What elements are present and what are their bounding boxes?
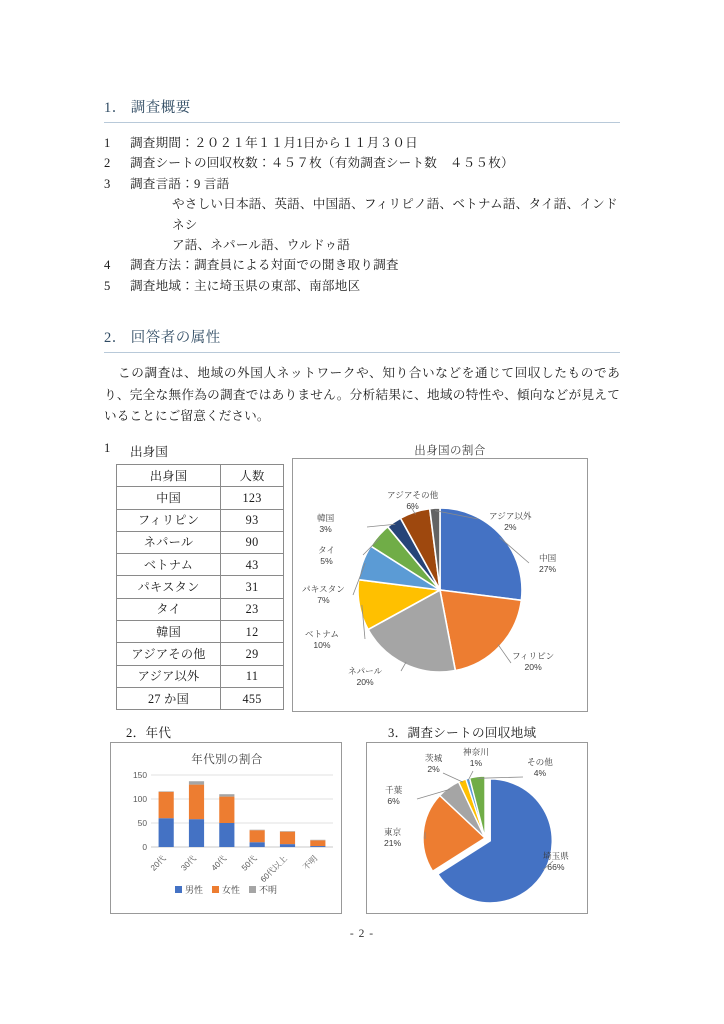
age-bar-chart <box>110 742 342 914</box>
bar-y-tick-labels <box>133 770 147 852</box>
pie-label-value: 7% <box>317 594 330 605</box>
table-cell-country: アジアその他 <box>117 643 221 665</box>
table-row <box>117 487 284 509</box>
svg-text:40代: 40代 <box>209 854 229 873</box>
pie-label-value: 20% <box>356 676 374 687</box>
pie-label-value: 20% <box>524 661 542 672</box>
section-2-paragraph <box>104 363 620 427</box>
pie-label-tokyo <box>384 827 401 848</box>
table-cell-count: 23 <box>221 598 284 620</box>
pie-label-name: フィリピン <box>512 651 555 661</box>
pie-label-other <box>527 757 553 778</box>
sub-heading-age-index: 2． <box>126 726 146 740</box>
table-header-cell: 出身国 <box>117 465 221 487</box>
table-cell-country: ネパール <box>117 531 221 553</box>
table-cell-count: 90 <box>221 531 284 553</box>
legend-item-unknown <box>249 883 277 896</box>
pie-label-value: 3% <box>319 523 332 534</box>
pie-label-pakistan <box>302 584 345 605</box>
bar-series-rects <box>159 781 326 847</box>
table-cell-country: 韓国 <box>117 621 221 643</box>
bar-x-tick-labels <box>148 853 319 884</box>
pie-label-name: ネパール <box>348 666 383 676</box>
svg-text:100: 100 <box>133 794 147 804</box>
table-header-row <box>117 465 284 487</box>
pie-label-name: ベトナム <box>305 629 339 639</box>
pie-label-value: 66% <box>547 861 565 872</box>
svg-text:不明: 不明 <box>301 854 320 873</box>
svg-text:50代: 50代 <box>239 854 259 873</box>
legend-label-female: 女性 <box>221 885 240 895</box>
sub-heading-region-label: 調査シートの回収地域 <box>407 726 537 740</box>
list-item <box>104 133 620 153</box>
pie-label-other-asia <box>387 490 438 511</box>
svg-text:0: 0 <box>142 842 147 852</box>
table-cell-count: 123 <box>221 487 284 509</box>
legend-item-female <box>212 883 240 896</box>
sub-heading-age <box>126 722 171 741</box>
pie-label-value: 10% <box>313 639 331 650</box>
languages-line-1: やさしい日本語、英語、中国語、フィリピノ語、ベトナム語、タイ語、インドネシ <box>172 197 618 232</box>
page-content <box>104 96 620 466</box>
pie-label-name: アジア以外 <box>489 511 532 521</box>
section-2-title: 回答者の属性 <box>130 330 221 347</box>
pie-label-name: 千葉 <box>385 785 403 795</box>
table-cell-count: 29 <box>221 643 284 665</box>
table-cell-country: 中国 <box>117 487 221 509</box>
section-1-title: 調査概要 <box>130 100 191 116</box>
pie-label-name: 韓国 <box>317 513 335 523</box>
pie-label-value: 21% <box>384 837 402 848</box>
table-cell-country: 27 か国 <box>117 687 221 709</box>
list-item-text: 調査シートの回収枚数：４５７枚（有効調査シート数 ４５５枚） <box>130 156 514 171</box>
pie-label-name: アジアその他 <box>387 490 439 500</box>
languages-line-2: ア語、ネパール語、ウルドゥ語 <box>172 237 351 252</box>
list-item <box>104 276 620 296</box>
pie-label-value: 5% <box>320 555 333 566</box>
table-cell-count: 43 <box>221 554 284 576</box>
pie-label-value: 6% <box>387 795 400 806</box>
list-item-text: 調査方法：調査員による対面での聞き取り調査 <box>130 258 399 273</box>
list-item-text: 調査言語：9 言語 <box>130 176 230 191</box>
list-item <box>104 255 620 275</box>
origin-pie-chart <box>292 458 588 712</box>
list-item-text: 調査期間：２０２１年１１月1日から１１月３０日 <box>130 136 418 150</box>
pie-label-outside-asia <box>489 511 532 532</box>
table-cell-count: 11 <box>221 665 284 687</box>
table-cell-count: 455 <box>221 687 284 709</box>
list-item-text: 調査地域：主に埼玉県の東部、南部地区 <box>130 278 361 293</box>
svg-text:20代: 20代 <box>148 854 168 873</box>
legend-swatch-female <box>212 886 219 893</box>
section-2-paragraph-text: この調査は、地域の外国人ネットワークや、知り合いなどを通じて回収したものであり、完全な無作為の調査ではありません。分析結果に、地域の特性や、傾向などが見えていることにご留意ください。 <box>104 366 620 423</box>
pie-label-thailand <box>318 545 335 566</box>
table-row <box>117 643 284 665</box>
pie-label-vietnam <box>305 629 339 650</box>
list-item-index: 5 <box>104 278 111 293</box>
pie-label-nepal <box>348 666 382 687</box>
table-cell-country: ベトナム <box>117 554 221 576</box>
list-item-index: 1 <box>104 136 111 150</box>
pie-label-china <box>539 553 556 574</box>
section-2-number: 2． <box>104 330 127 347</box>
pie-label-name: パキスタン <box>302 584 345 594</box>
svg-text:50: 50 <box>137 818 147 828</box>
pie-label-value: 27% <box>539 563 557 574</box>
section-1-number: 1． <box>104 100 127 116</box>
pie-label-saitama <box>543 851 569 872</box>
section-2-heading <box>104 326 620 353</box>
svg-text:60代以上: 60代以上 <box>258 854 289 885</box>
age-bar-title: 年代別の割合 <box>191 754 263 766</box>
table-cell-country: パキスタン <box>117 576 221 598</box>
legend-label-unknown: 不明 <box>259 885 278 895</box>
table-row <box>117 576 284 598</box>
table-row <box>117 621 284 643</box>
region-pie-slices <box>423 776 552 903</box>
table-cell-count: 93 <box>221 509 284 531</box>
age-bar-legend <box>111 883 341 896</box>
legend-swatch-unknown <box>249 886 256 893</box>
pie-label-value: 2% <box>504 521 517 532</box>
pie-label-name: 埼玉県 <box>543 851 569 861</box>
table-header-cell: 人数 <box>221 465 284 487</box>
pie-label-korea <box>317 513 334 534</box>
pie-label-name: 東京 <box>384 827 402 837</box>
bar-gridlines <box>151 775 333 847</box>
table-row-total <box>117 687 284 709</box>
table-row <box>117 554 284 576</box>
pie-label-value: 2% <box>427 763 440 774</box>
legend-label-male: 男性 <box>184 885 203 895</box>
sub-heading-origin-label: 出身国 <box>130 445 168 460</box>
legend-swatch-male <box>175 886 182 893</box>
table-cell-count: 31 <box>221 576 284 598</box>
table-row <box>117 598 284 620</box>
pie-label-value: 6% <box>406 500 419 511</box>
origin-pie-slices <box>358 508 522 672</box>
sub-heading-origin-index: 1 <box>104 441 111 456</box>
pie-label-ibaraki <box>425 753 442 774</box>
table-cell-count: 12 <box>221 621 284 643</box>
list-item-index: 2 <box>104 156 111 171</box>
pie-label-value: 1% <box>469 757 483 768</box>
page-footer: - 2 - <box>349 928 375 940</box>
table-row <box>117 665 284 687</box>
pie-label-kanagawa <box>463 747 489 768</box>
table-cell-country: フィリピン <box>117 509 221 531</box>
origin-country-table-body <box>117 465 284 710</box>
pie-label-name: タイ <box>318 545 336 555</box>
table-cell-country: アジア以外 <box>117 665 221 687</box>
list-item-index: 4 <box>104 258 111 273</box>
pie-label-philippines <box>512 651 554 672</box>
pie-label-value: 4% <box>533 767 547 778</box>
section-1-list <box>104 133 620 296</box>
list-item-index: 3 <box>104 176 111 191</box>
list-item <box>104 153 620 173</box>
origin-pie-title: 出身国の割合 <box>414 445 486 457</box>
section-1-heading <box>104 96 620 123</box>
sub-heading-age-label: 年代 <box>145 726 172 740</box>
legend-item-male <box>175 883 203 896</box>
pie-label-name: 中国 <box>539 553 557 563</box>
pie-label-name: その他 <box>527 757 553 767</box>
pie-label-chiba <box>385 785 402 806</box>
pie-label-name: 神奈川 <box>463 747 489 757</box>
region-pie-chart <box>366 742 588 914</box>
origin-country-table <box>116 464 284 710</box>
table-row <box>117 509 284 531</box>
svg-text:30代: 30代 <box>179 854 198 873</box>
sub-heading-region-index: 3． <box>388 726 408 740</box>
list-item <box>104 174 620 194</box>
table-row <box>117 531 284 553</box>
table-cell-country: タイ <box>117 598 221 620</box>
svg-text:150: 150 <box>133 770 147 780</box>
sub-heading-region <box>388 722 536 741</box>
pie-label-name: 茨城 <box>425 753 443 763</box>
